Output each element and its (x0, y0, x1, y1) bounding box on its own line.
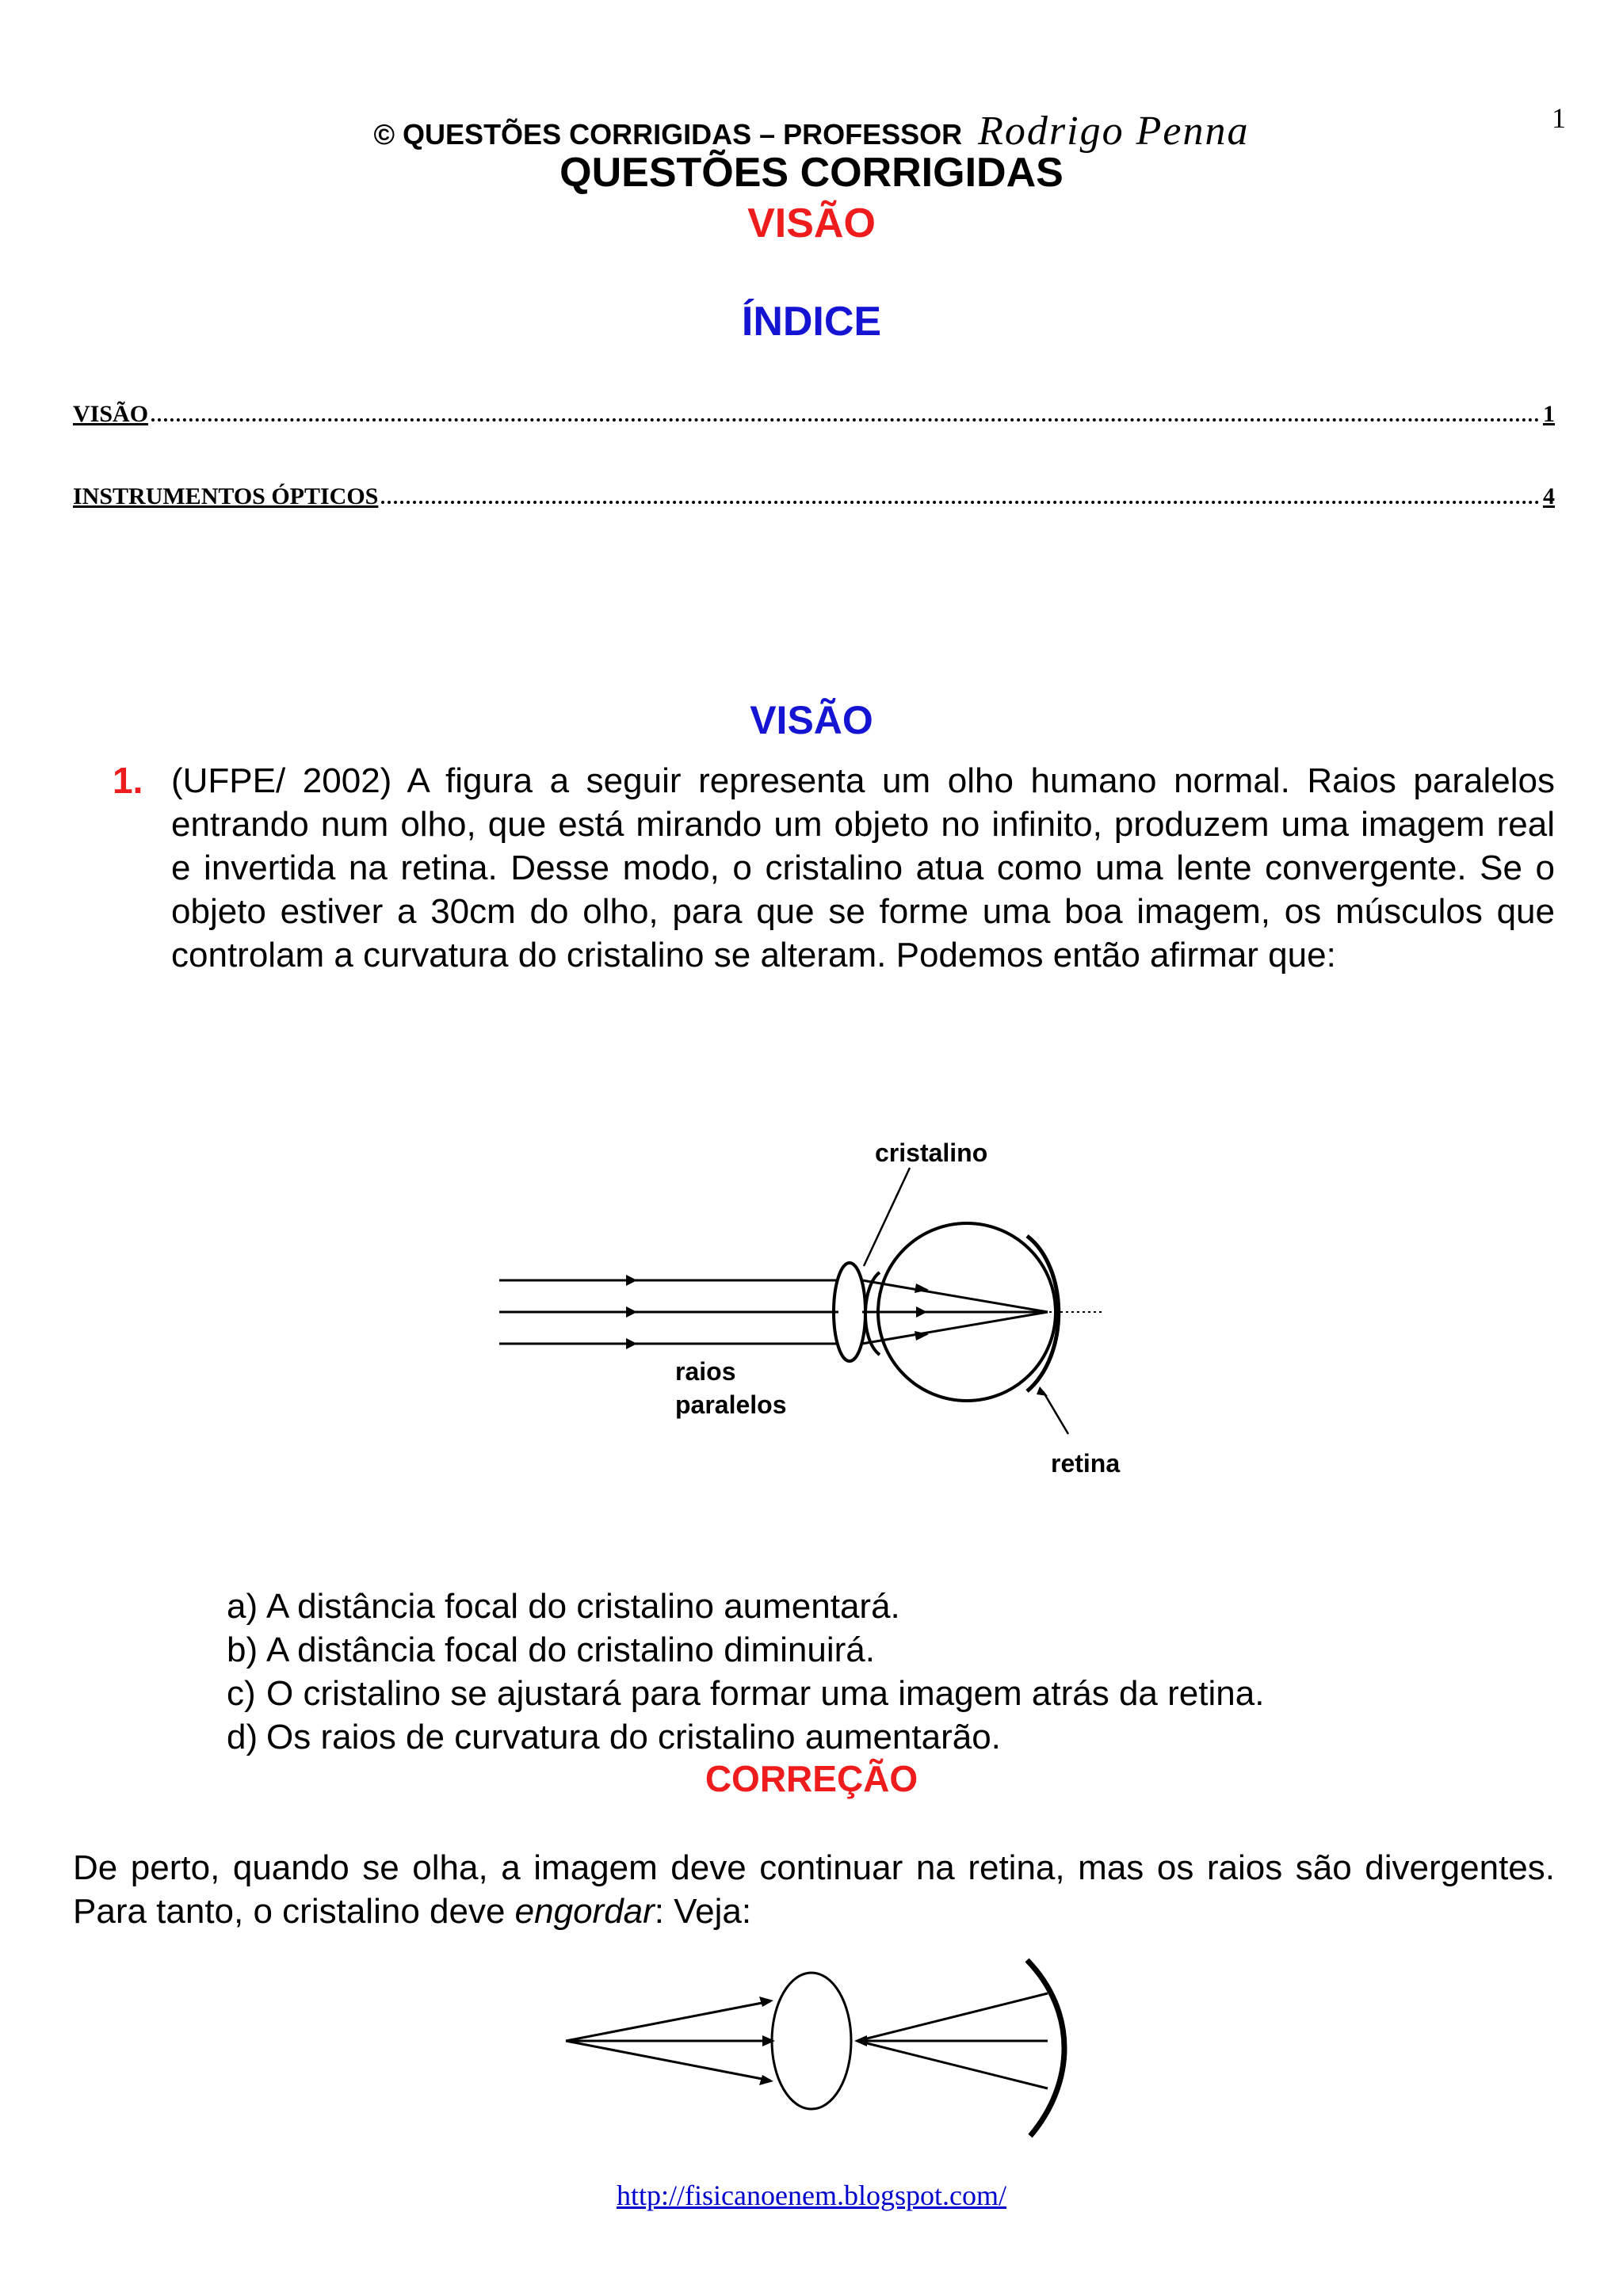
retina-curve (1027, 1960, 1064, 2136)
parallel-rays (499, 1275, 838, 1349)
option-letter: d) (227, 1718, 258, 1756)
document-header (0, 108, 1623, 154)
option-text: A distância focal do cristalino aumentará. (266, 1587, 900, 1626)
option-text: Os raios de curvatura do cristalino aumentarão. (266, 1718, 1001, 1756)
option-letter: a) (227, 1587, 258, 1626)
rays-label-line2: paralelos (675, 1390, 787, 1419)
toc-dot-leader (151, 418, 1540, 421)
retina-label: retina (1051, 1449, 1121, 1478)
blog-link[interactable]: http://fisicanoenem.blogspot.com/ (617, 2180, 1006, 2211)
header-copyright: © QUESTÕES CORRIGIDAS – PROFESSOR (373, 118, 963, 151)
question-statement: (UFPE/ 2002) A figura a seguir representa um olho humano normal. Raios paralelos entrando num olho, que está mirando um objeto no infinito, produzem uma imagem real e invertida na retina. Desse modo, o cristalino atua como uma lente convergente. Se o objeto estiver a 30cm do olho, para que se forme uma boa imagem, os músculos que controlam a curvatura do cristalino se alteram. Podemos então afirmar que: (171, 761, 1555, 974)
section-title: VISÃO (750, 698, 873, 742)
option-text: O cristalino se ajustará para formar uma imagem atrás da retina. (266, 1674, 1265, 1713)
eye-diagram (475, 1117, 1189, 1497)
correction-text-after: : Veja: (654, 1892, 752, 1931)
converging-rays (862, 1280, 1048, 1344)
toc-dot-leader (381, 501, 1540, 504)
rays-label-line1: raios (675, 1357, 736, 1386)
correction-heading: CORREÇÃO (705, 1758, 918, 1799)
diverging-rays-diagram (555, 1957, 1078, 2139)
option-text: A distância focal do cristalino diminuirá. (266, 1630, 875, 1669)
correction-emphasis: engordar (514, 1892, 655, 1931)
index-heading: ÍNDICE (741, 299, 882, 345)
correction-text (73, 1846, 1555, 1933)
toc-entry-label: INSTRUMENTOS ÓPTICOS (73, 483, 379, 509)
toc-entry-label: VISÃO (73, 401, 149, 427)
option-letter: b) (227, 1630, 258, 1669)
toc-entry-page: 1 (1543, 401, 1555, 427)
lens-diagram (772, 1973, 851, 2109)
lens-label: cristalino (875, 1138, 988, 1167)
option-c[interactable] (227, 1672, 1264, 1715)
toc-entry-visao[interactable] (73, 401, 1555, 428)
option-letter: c) (227, 1674, 256, 1713)
retina-label-leader (1043, 1391, 1068, 1434)
question-text (171, 759, 1555, 977)
document-subtitle: VISÃO (747, 200, 876, 246)
professor-signature: Rodrigo Penna (978, 109, 1250, 154)
toc-entry-page: 4 (1543, 483, 1555, 509)
toc-entry-instrumentos[interactable] (73, 483, 1555, 510)
question-number: 1. (113, 760, 143, 801)
option-d[interactable] (227, 1715, 1264, 1759)
option-b[interactable] (227, 1628, 1264, 1672)
option-a[interactable] (227, 1585, 1264, 1628)
document-title: QUESTÕES CORRIGIDAS (559, 150, 1064, 196)
answer-options (227, 1585, 1264, 1759)
correction-text-before: De perto, quando se olha, a imagem deve continuar na retina, mas os raios são divergentes. Para tanto, o cristalino deve (73, 1848, 1555, 1931)
page-number: 1 (1552, 102, 1566, 134)
